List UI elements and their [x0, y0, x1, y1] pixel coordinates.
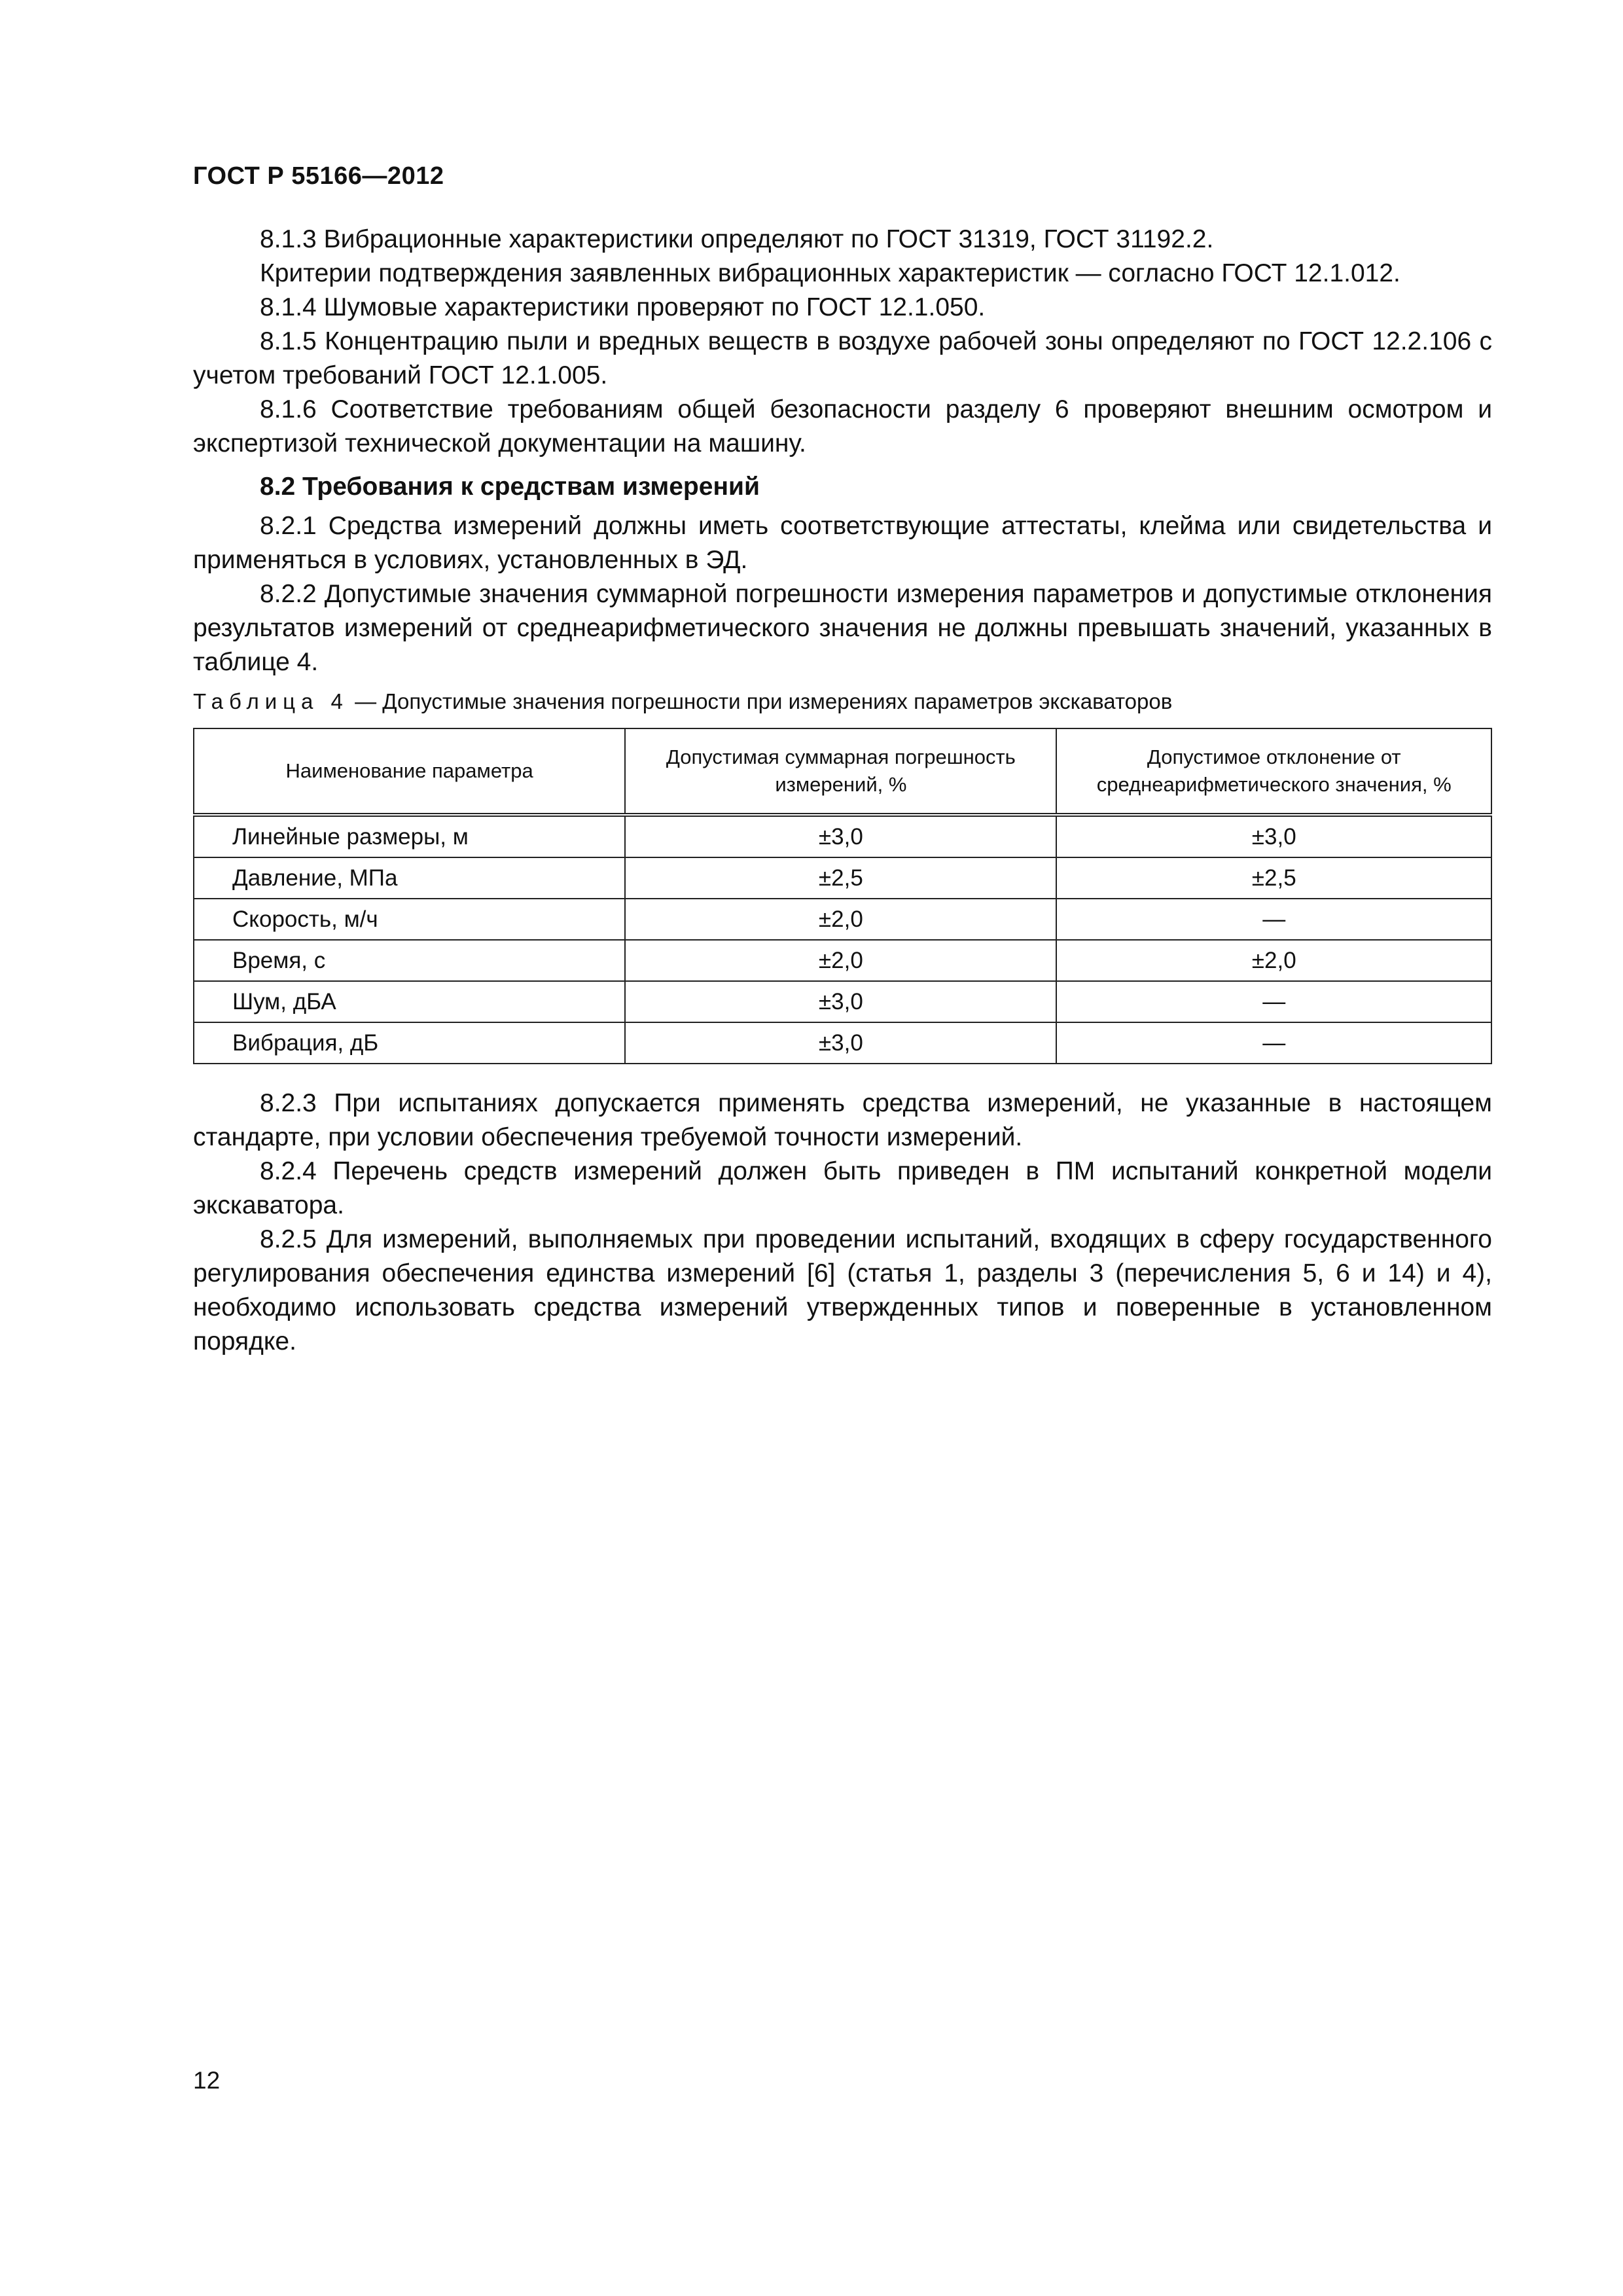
cell-mean-deviation: ±2,5	[1056, 857, 1491, 899]
header-total-error: Допустимая суммарная погрешность измерений, %	[625, 728, 1056, 815]
cell-mean-deviation: ±3,0	[1056, 815, 1491, 857]
cell-parameter: Шум, дБА	[194, 981, 625, 1022]
paragraph-8-2-1: 8.2.1 Средства измерений должны иметь соответствующие аттестаты, клейма или свидетельства и применяться в условиях, установленных в ЭД.	[193, 512, 1492, 574]
body-text-top	[193, 223, 1492, 679]
table-caption	[193, 687, 1492, 716]
table-caption-text: — Допустимые значения погрешности при измерениях параметров экскаваторов	[348, 689, 1173, 713]
page-number: 12	[193, 2067, 221, 2094]
cell-parameter: Скорость, м/ч	[194, 899, 625, 940]
table-row	[194, 940, 1491, 981]
cell-total-error: ±3,0	[625, 1022, 1056, 1064]
cell-mean-deviation: —	[1056, 981, 1491, 1022]
table-row	[194, 981, 1491, 1022]
paragraph-8-2-3: 8.2.3 При испытаниях допускается применять средства измерений, не указанные в настоящем стандарте, при условии обеспечения требуемой точности измерений.	[193, 1089, 1492, 1151]
header-parameter-name: Наименование параметра	[194, 728, 625, 815]
paragraph-8-1-5: 8.1.5 Концентрацию пыли и вредных веществ в воздухе рабочей зоны определяют по ГОСТ 12.2.106 с учетом требований ГОСТ 12.1.005.	[193, 327, 1492, 389]
cell-total-error: ±3,0	[625, 981, 1056, 1022]
paragraph-8-1-4: 8.1.4 Шумовые характеристики проверяют по ГОСТ 12.1.050.	[260, 293, 986, 321]
cell-mean-deviation: ±2,0	[1056, 940, 1491, 981]
table-row	[194, 857, 1491, 899]
cell-total-error: ±2,0	[625, 940, 1056, 981]
cell-total-error: ±2,0	[625, 899, 1056, 940]
paragraph-vibration-criteria: Критерии подтверждения заявленных вибрационных характеристик — согласно ГОСТ 12.1.012.	[260, 259, 1400, 287]
table-4-block	[193, 687, 1492, 1064]
table-row	[194, 815, 1491, 857]
cell-parameter: Линейные размеры, м	[194, 815, 625, 857]
paragraph-8-1-6: 8.1.6 Соответствие требованиям общей безопасности разделу 6 проверяют внешним осмотром и экспертизой технической документации на машину.	[193, 395, 1492, 457]
cell-parameter: Время, с	[194, 940, 625, 981]
header-mean-deviation: Допустимое отклонение от среднеарифметического значения, %	[1056, 728, 1491, 815]
paragraph-8-2-2: 8.2.2 Допустимые значения суммарной погрешности измерения параметров и допустимые отклонения результатов измерений от среднеарифметического значения не должны превышать значений, указанных в таблице 4.	[193, 580, 1492, 676]
table-row	[194, 899, 1491, 940]
table-caption-label: Таблица 4	[193, 689, 349, 713]
cell-total-error: ±2,5	[625, 857, 1056, 899]
document-code-header: ГОСТ Р 55166—2012	[193, 162, 444, 190]
cell-total-error: ±3,0	[625, 815, 1056, 857]
table-row	[194, 1022, 1491, 1064]
section-heading-8-2: 8.2 Требования к средствам измерений	[260, 473, 760, 501]
cell-parameter: Давление, МПа	[194, 857, 625, 899]
paragraph-8-2-4: 8.2.4 Перечень средств измерений должен быть приведен в ПМ испытаний конкретной модели экскаватора.	[193, 1157, 1492, 1219]
table-header-row	[194, 728, 1491, 815]
measurement-tolerance-table	[193, 728, 1492, 1064]
paragraph-8-2-5: 8.2.5 Для измерений, выполняемых при проведении испытаний, входящих в сферу государственного регулирования обеспечения единства измерений [6] (статья 1, разделы 3 (перечисления 5, 6 и 14) и 4), необходимо использовать средства измерений утвержденных типов и поверенные в установленном порядке.	[193, 1225, 1492, 1355]
cell-mean-deviation: —	[1056, 899, 1491, 940]
cell-parameter: Вибрация, дБ	[194, 1022, 625, 1064]
body-text-bottom	[193, 1086, 1492, 1359]
cell-mean-deviation: —	[1056, 1022, 1491, 1064]
paragraph-8-1-3: 8.1.3 Вибрационные характеристики определяют по ГОСТ 31319, ГОСТ 31192.2.	[260, 225, 1214, 253]
